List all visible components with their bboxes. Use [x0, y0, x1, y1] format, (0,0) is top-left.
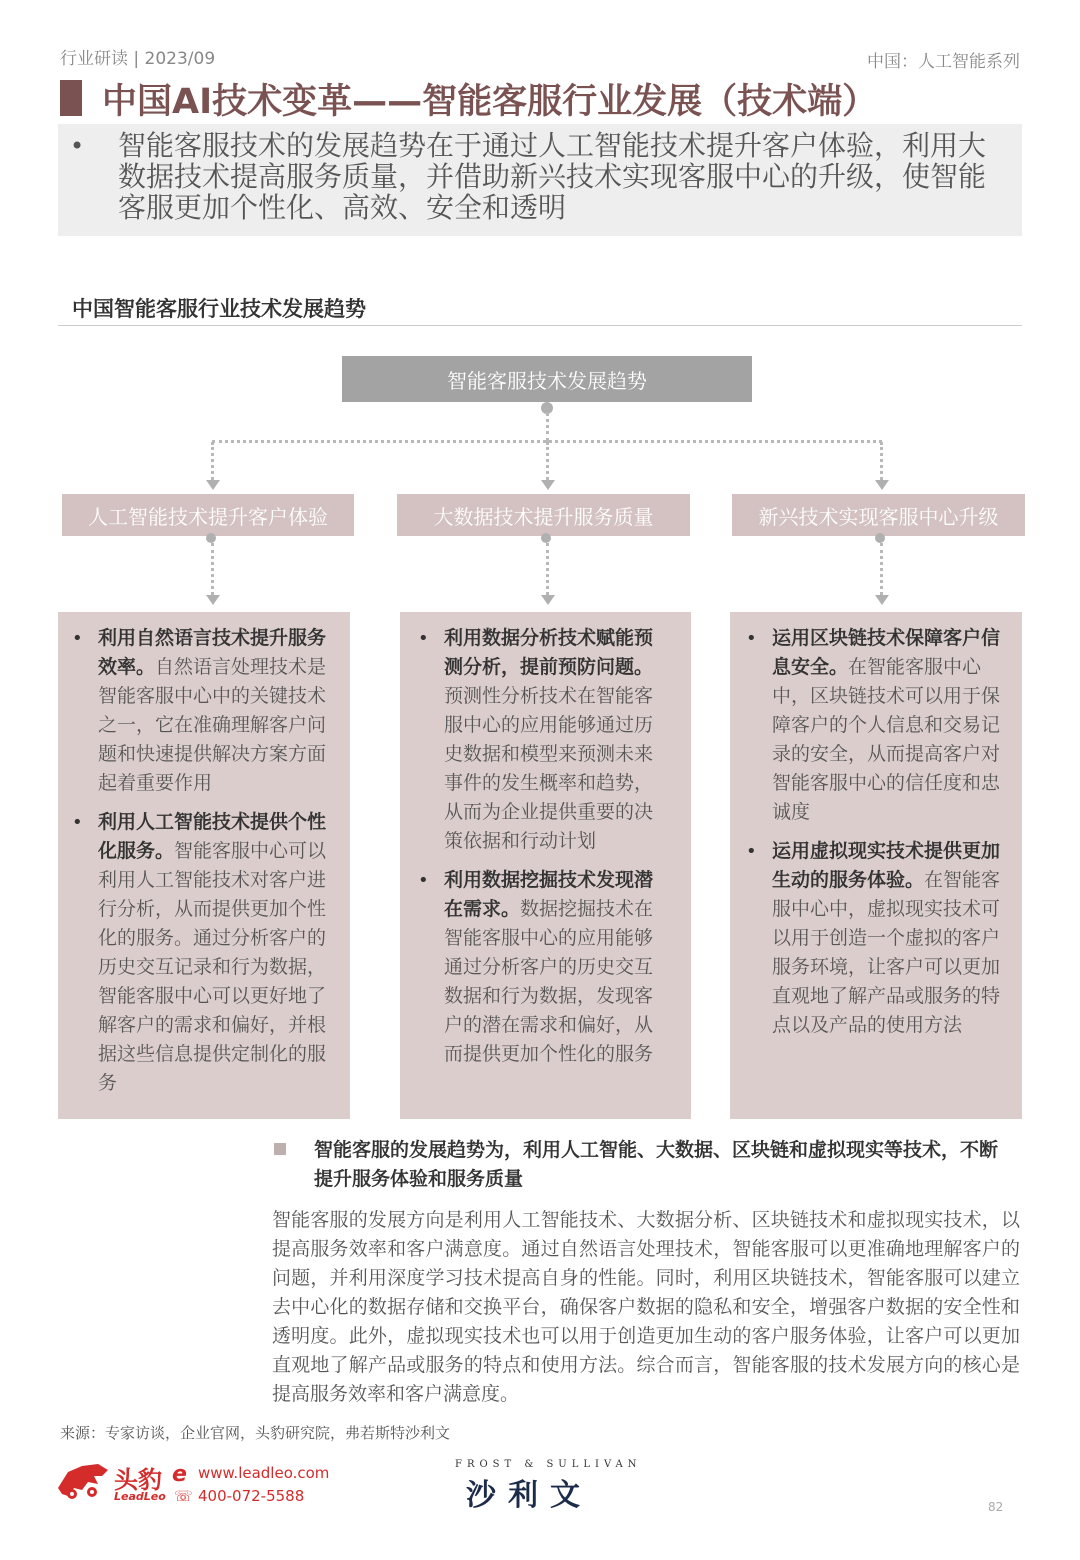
- card-connector-line-1: [211, 543, 214, 595]
- card-item-heading: 利用数据挖掘技术发现潜在需求。: [444, 869, 654, 920]
- leadleo-logo-text: 头豹: [114, 1466, 162, 1494]
- conclusion-body: 智能客服的发展方向是利用人工智能技术、大数据分析、区块链技术和虚拟现实技术，以提高服务效率和客户满意度。通过自然语言处理技术，智能客服可以更准确地理解客户的问题，并利用深度学习技术提高自身的性能。同时，利用区块链技术，智能客服可以建立去中心化的数据存储和交换平台，确保客户数据的隐私和安全，增强客户数据的安全性和透明度。此外，虚拟现实技术也可以用于创造更加生动的客户服务体验，让客户可以更加直观地了解产品或服务的特点和使用方法。综合而言，智能客服的技术发展方向的核心是提高服务效率和客户满意度。: [272, 1209, 1020, 1405]
- bullet-icon: •: [418, 628, 429, 649]
- bullet-icon: •: [746, 628, 757, 649]
- header-series-label: 中国：人工智能系列: [867, 52, 1020, 72]
- root-connector-line: [546, 412, 549, 442]
- branch-emerging-tech-upgrade: 新兴技术实现客服中心升级: [732, 494, 1025, 536]
- branch-connector-dot-icon: [206, 533, 216, 543]
- website-link[interactable]: www.leadleo.com: [198, 1464, 330, 1482]
- bullet-icon: •: [418, 870, 429, 891]
- branch-big-data-quality: 大数据技术提升服务质量: [397, 494, 690, 536]
- arrow-down-icon: [541, 595, 555, 605]
- bullet-icon: •: [72, 628, 83, 649]
- section-title: 中国智能客服行业技术发展趋势: [72, 297, 366, 321]
- arrow-down-icon: [206, 480, 220, 490]
- frost-sullivan-logo-cn: 沙利文: [466, 1478, 592, 1513]
- branch-drop-line-3: [880, 442, 883, 480]
- phone-number: 400-072-5588: [198, 1487, 305, 1505]
- branch-connector-dot-icon: [875, 533, 885, 543]
- header-left-label: 行业研读 | 2023/09: [60, 49, 216, 69]
- summary-text: 智能客服技术的发展趋势在于通过人工智能技术提升客户体验，利用大数据技术提高服务质量，并借助新兴技术实现客服中心的升级，使智能客服更加个性化、高效、安全和透明: [118, 129, 987, 224]
- card-big-data-quality: [400, 612, 691, 1119]
- card-item-text: 在智能客服中心中，区块链技术可以用于保障客户的个人信息和交易记录的安全，从而提高客户对智能客服中心的信任度和忠诚度: [772, 656, 1001, 823]
- card-item-heading: 运用虚拟现实技术提供更加生动的服务体验。: [772, 840, 1001, 891]
- card-ai-experience: [58, 612, 350, 1119]
- card-item-text: 智能客服中心可以利用人工智能技术对客户进行分析，从而提供更加个性化的服务。通过分析客户的历史交互记录和行为数据，智能客服中心可以更好地了解客户的需求和偏好，并根据这些信息提供定制化的服务: [98, 840, 327, 1094]
- arrow-down-icon: [206, 595, 220, 605]
- list-item: [416, 866, 671, 1069]
- leadleo-logo-en: LeadLeo: [114, 1490, 166, 1503]
- list-item: [744, 837, 1002, 1040]
- page-title: 中国AI技术变革——智能客服行业发展（技术端）: [102, 82, 878, 122]
- diagram-root-node: 智能客服技术发展趋势: [342, 356, 752, 402]
- card-connector-line-3: [880, 543, 883, 595]
- card-item-text: 数据挖掘技术在智能客服中心的应用能够通过分析客户的历史交互数据和行为数据，发现客户的潜在需求和偏好，从而提供更加个性化的服务: [444, 898, 654, 1065]
- phone-icon: ☏: [174, 1487, 193, 1505]
- conclusion-heading: 智能客服的发展趋势为，利用人工智能、大数据、区块链和虚拟现实等技术，不断提升服务体验和服务质量: [314, 1139, 999, 1190]
- card-item-text: 在智能客服中心中，虚拟现实技术可以用于创造一个虚拟的客户服务环境，让客户可以更加直观地了解产品或服务的特点以及产品的使用方法: [772, 869, 1001, 1036]
- summary-bullet-icon: •: [70, 132, 85, 160]
- leopard-logo-icon: [54, 1458, 110, 1506]
- bullet-icon: •: [72, 812, 83, 833]
- square-bullet-icon: [274, 1143, 286, 1155]
- source-note: 来源：专家访谈，企业官网，头豹研究院，弗若斯特沙利文: [60, 1424, 451, 1442]
- card-item-heading: 利用人工智能技术提供个性化服务。: [98, 811, 327, 862]
- card-connector-line-2: [546, 543, 549, 595]
- section-divider: [58, 325, 1022, 326]
- list-item: [70, 808, 330, 1098]
- card-item-text: 预测性分析技术在智能客服中心的应用能够通过历史数据和模型来预测未来事件的发生概率和趋势，从而为企业提供重要的决策依据和行动计划: [444, 685, 654, 852]
- branch-drop-line-2: [546, 442, 549, 480]
- arrow-down-icon: [875, 480, 889, 490]
- title-accent-bar: [60, 80, 82, 116]
- card-item-heading: 运用区块链技术保障客户信息安全。: [772, 627, 1001, 678]
- card-emerging-tech-upgrade: [730, 612, 1022, 1119]
- card-item-heading: 利用自然语言技术提升服务效率。: [98, 627, 327, 678]
- web-e-icon: e: [172, 1462, 187, 1487]
- arrow-down-icon: [541, 480, 555, 490]
- card-item-text: 自然语言处理技术是智能客服中心中的关键技术之一，它在准确理解客户问题和快速提供解决方案方面起着重要作用: [98, 656, 327, 794]
- list-item: [744, 624, 1002, 827]
- branch-connector-dot-icon: [541, 533, 551, 543]
- arrow-down-icon: [875, 595, 889, 605]
- list-item: [416, 624, 671, 856]
- list-item: [70, 624, 330, 798]
- bullet-icon: •: [746, 841, 757, 862]
- card-item-heading: 利用数据分析技术赋能预测分析，提前预防问题。: [444, 627, 654, 678]
- frost-sullivan-logo-en: FROST & SULLIVAN: [455, 1459, 642, 1470]
- page-number: 82: [988, 1500, 1004, 1514]
- branch-drop-line-1: [211, 442, 214, 480]
- branch-ai-experience: 人工智能技术提升客户体验: [62, 494, 354, 536]
